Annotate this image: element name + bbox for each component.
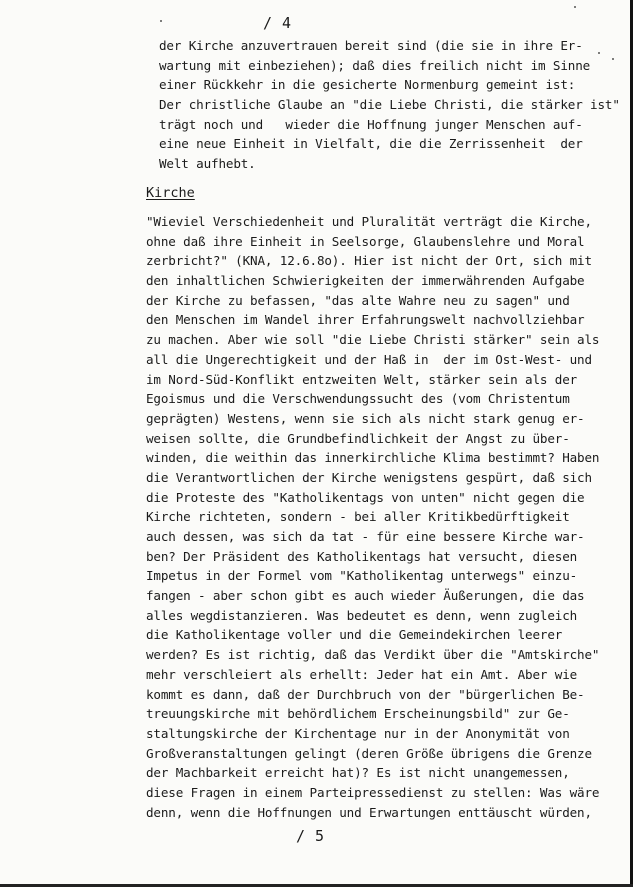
text-line: die Katholikentage voller und die Gemeindekirchen leerer [146, 627, 563, 643]
text-line: diese Fragen in einem Parteipressedienst zu stellen: Was wäre [146, 784, 600, 800]
text-line: Kirche richteten, sondern - bei aller Kritikbedürftigkeit [146, 509, 570, 525]
page-number-bottom: / 5 [296, 827, 325, 845]
scan-speck [612, 58, 614, 60]
text-line: trägt noch und wieder die Hoffnung junger Menschen auf- [159, 116, 583, 132]
text-line: auch dessen, was sich da tat - für eine bessere Kirche war- [146, 529, 585, 544]
text-line: mehr verschleiert als erhellt: Jeder hat ein Amt. Aber wie [146, 666, 578, 682]
text-line: zerbricht?" (KNA, 12.6.8o). Hier ist nicht der Ort, sich mit [146, 253, 592, 269]
section-heading: Kirche [146, 185, 195, 201]
text-line: im Nord-Süd-Konflikt entzweiten Welt, stärker sein als der [146, 371, 578, 387]
text-line: werden? Es ist richtig, daß das Verdikt über die "Amtskirche" [146, 647, 600, 663]
text-line: den inhaltlichen Schwierigkeiten der immerwährenden Aufgabe [146, 273, 585, 289]
text-line: eine neue Einheit in Vielfalt, die die Zerrissenheit der [159, 136, 583, 152]
text-line: fangen - aber schon gibt es auch wieder Äußerungen, die das [146, 588, 585, 604]
text-line: weisen sollte, die Grundbefindlichkeit der Angst zu über- [146, 430, 570, 446]
text-line: zu machen. Aber wie soll "die Liebe Christi stärker" sein als [146, 332, 600, 348]
text-line: die Verantwortlichen der Kirche wenigstens gespürt, daß sich [146, 469, 592, 485]
scan-speck [160, 20, 162, 22]
text-line: ben? Der Präsident des Katholikentags hat versucht, diesen [146, 548, 578, 564]
text-line: Großveranstaltungen gelingt (deren Größe übrigens die Grenze [146, 745, 592, 761]
text-line: der Kirche anzuvertrauen bereit sind (die sie in ihre Er- [159, 38, 583, 53]
text-line: staltungskirche der Kirchentage nur in der Anonymität von [146, 725, 570, 741]
text-line: Welt aufhebt. [159, 156, 256, 172]
text-line: der Machbarkeit erreicht hat)? Es ist nicht unangemessen, [146, 765, 570, 781]
intro-paragraph [159, 36, 620, 174]
text-line: Der christliche Glaube an "die Liebe Christi, die stärker ist" [159, 97, 620, 113]
scan-speck [574, 6, 576, 8]
text-line: ohne daß ihre Einheit in Seelsorge, Glaubenslehre und Moral [146, 233, 585, 249]
text-line: den Menschen im Wandel ihrer Erfahrungswelt nachvollziehbar [146, 312, 585, 328]
text-line: all die Ungerechtigkeit und der Haß in der im Ost-West- und [146, 351, 592, 367]
text-line: Impetus in der Formel vom "Katholikentag unterwegs" einzu- [146, 568, 578, 584]
text-line: winden, die weithin das innerkirchliche Klima bestimmt? Haben [146, 450, 600, 466]
text-line: treuungskirche mit behördlichem Erscheinungsbild" zur Ge- [146, 706, 570, 722]
body-paragraph [146, 212, 606, 822]
text-line: der Kirche zu befassen, "das alte Wahre neu zu sagen" und [146, 292, 570, 308]
text-line: geprägten) Westens, wenn sie sich als nicht stark genug er- [146, 410, 585, 426]
text-line: kommt es dann, daß der Durchbruch von der "bürgerlichen Be- [146, 686, 585, 702]
text-line: einer Rückkehr in die gesicherte Normenburg gemeint ist: [159, 77, 576, 93]
text-line: denn, wenn die Hoffnungen und Erwartungen enttäuscht würden, [146, 804, 592, 820]
text-line: alles wegdistanzieren. Was bedeutet es denn, wenn zugleich [146, 607, 578, 623]
text-line: "Wieviel Verschiedenheit und Pluralität verträgt die Kirche, [146, 214, 592, 229]
text-line: die Proteste des "Katholikentags von unten" nicht gegen die [146, 489, 585, 505]
text-line: Egoismus und die Verschwendungssucht des (vom Christentum [146, 391, 570, 407]
text-line: wartung mit einbeziehen); daß dies freilich nicht im Sinne [159, 57, 591, 73]
page-number-top: / 4 [263, 14, 292, 32]
